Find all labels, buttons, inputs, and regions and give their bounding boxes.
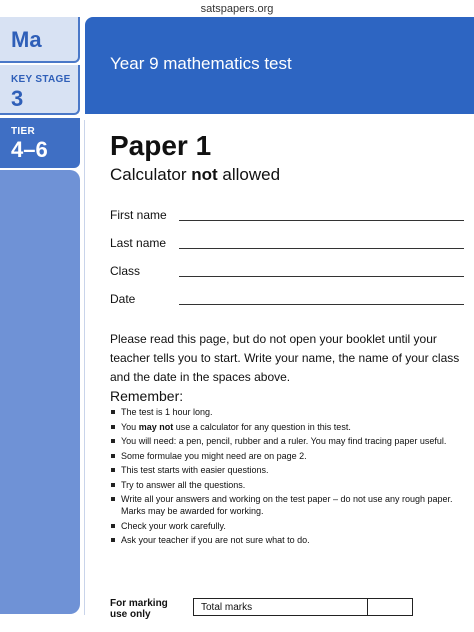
list-item: You will need: a pen, pencil, rubber and a ruler. You may find tracing paper useful. [110,435,465,447]
list-item: You may not use a calculator for any question in this test. [110,421,465,433]
list-item: Write all your answers and working on the test paper – do not use any rough paper. Marks may be awarded for working. [110,493,465,517]
list-item: The test is 1 hour long. [110,406,465,418]
list-item: Ask your teacher if you are not sure what to do. [110,534,465,546]
divider [84,120,85,615]
marking-label: For marking use only [110,598,168,620]
subject-label: Ma [11,27,42,52]
key-stage-tab [0,65,80,115]
tier-label: TIER [11,126,35,137]
first-name-field[interactable] [179,220,464,221]
page-subtitle: Calculator not allowed [110,165,281,184]
list-item: This test starts with easier questions. [110,464,465,476]
list-item: Try to answer all the questions. [110,479,465,491]
total-marks-box [193,598,413,616]
side-strip [0,170,80,614]
class-label: Class [110,264,141,278]
class-field[interactable] [179,276,464,277]
rules-list [110,406,465,549]
list-item: Check your work carefully. [110,520,465,532]
last-name-field[interactable] [179,248,464,249]
tier-tab [0,118,80,168]
watermark: satspapers.org [200,3,274,15]
total-marks-divider [367,599,368,615]
remember-heading: Remember: [110,388,184,404]
page-title: Paper 1 [110,130,212,161]
list-item: Some formulae you might need are on page 2. [110,450,465,462]
subject-tab [0,17,80,63]
key-stage-value: 3 [11,86,24,111]
key-stage-label: KEY STAGE [11,74,71,85]
total-marks-label: Total marks [201,602,253,613]
first-name-label: First name [110,208,167,222]
tier-value: 4–6 [11,137,48,162]
date-field[interactable] [179,304,464,305]
header-band [85,17,474,114]
header-title: Year 9 mathematics test [110,54,292,73]
date-label: Date [110,292,136,306]
last-name-label: Last name [110,236,167,250]
instructions: Please read this page, but do not open your booklet until your teacher tells you to start. Write your name, the name of your class and the date in the spaces above. [110,332,460,384]
